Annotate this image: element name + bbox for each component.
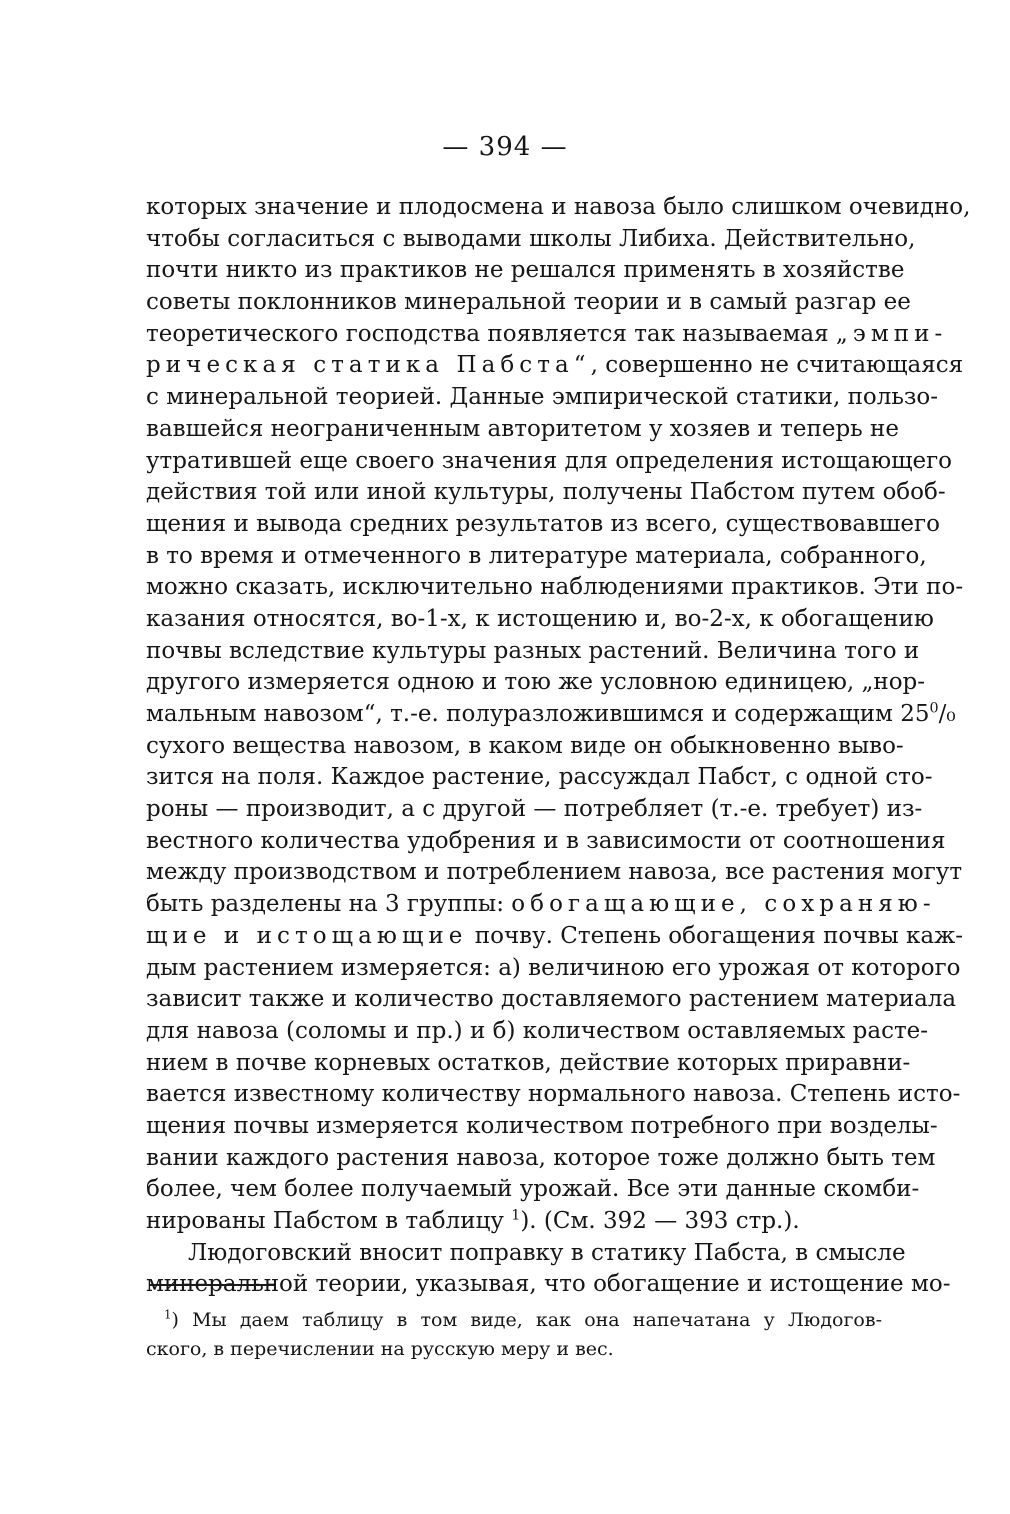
footnote-marker: 1 [164, 1307, 172, 1322]
text-line: для навоза (соломы и пр.) и б) количеством оставляемых расте- [146, 1017, 929, 1044]
text-line: щения почвы измеряется количеством потребного при возделы- [146, 1112, 938, 1139]
footnote-divider [150, 1284, 274, 1286]
footnote [146, 1306, 882, 1364]
percent-superscript: 0 [929, 700, 939, 717]
text-line: почвы вследствие культуры разных растений. Величина того и [146, 637, 920, 664]
text-fragment: мальным навозом“, т.-е. полуразложившимся и содержащим 25 [146, 701, 930, 727]
text-line: сухого вещества навозом, в каком виде он обыкновенно выво- [146, 732, 904, 759]
text-line [146, 889, 936, 921]
text-fragment: теоретического господства появляется так называемая [146, 320, 836, 347]
text-fragment: /₀ [938, 701, 956, 727]
footnote-reference[interactable]: 1 [511, 1207, 521, 1224]
text-line: советы поклонников минеральной теории и в самый разгар ее [146, 289, 911, 316]
footnote-text: ) Мы даем таблицу в том виде, как она напечатана у Людогов- [171, 1309, 882, 1331]
text-line: нием в почве корневых остатков, действие которых приравни- [146, 1049, 911, 1076]
text-line [146, 699, 956, 731]
text-line: между производством и потреблением навоза, все растения могут [146, 859, 963, 886]
paragraph-start-line: Людоговский вносит поправку в статику Пабста, в смысле [188, 1239, 906, 1266]
main-text [146, 192, 971, 1301]
spaced-term: рическая статика Пабста“ [146, 352, 591, 379]
text-line: которых значение и плодосмена и навоза было слишком очевидно, [146, 194, 971, 220]
footnote-line: ского, в перечислении на русскую меру и вес. [146, 1338, 614, 1360]
spaced-term: щие и истощающие [146, 922, 468, 949]
spaced-term: обогащающие, сохраняю- [511, 891, 936, 918]
text-line: дым растением измеряется: а) величиною его урожая от которого [146, 954, 961, 981]
text-line: щения и вывода средних результатов из всего, существовавшего [146, 510, 940, 537]
text-fragment: нированы Пабстом в таблицу [146, 1208, 512, 1234]
text-line: в то время и отмеченного в литературе материала, собранного, [146, 542, 927, 569]
text-line [146, 921, 964, 953]
text-line: с минеральной теорией. Данные эмпирической статики, пользо- [146, 384, 939, 411]
text-fragment: почву. Степень обогащения почвы каж- [467, 922, 964, 949]
text-line [146, 350, 964, 382]
text-line: более, чем более получаемый урожай. Все эти данные скомби- [146, 1176, 920, 1203]
text-line: можно сказать, исключительно наблюдениями практиков. Эти по- [146, 574, 964, 601]
text-line: вавшейся неограниченным авторитетом у хозяев и теперь не [146, 415, 899, 442]
text-line: вается известному количеству нормального навоза. Степень исто- [146, 1081, 961, 1108]
text-line [146, 319, 948, 351]
text-line: казания относятся, во-1-х, к истощению и, во-2-х, к обогащению [146, 605, 934, 632]
text-fragment: ). (См. 392 — 393 стр.). [520, 1208, 800, 1234]
text-line: роны — производит, а с другой — потребляет (т.-е. требует) из- [146, 796, 923, 823]
text-line: действия той или иной культуры, получены Пабстом путем обоб- [146, 479, 946, 506]
spaced-term: „эмпи- [835, 320, 948, 347]
text-line: зится на поля. Каждое растение, рассуждал Пабст, с одной сто- [146, 764, 933, 791]
text-line: зависит также и количество доставляемого растением материала [146, 986, 957, 1013]
text-line: минеральной теории, указывая, что обогащение и истощение мо- [146, 1271, 951, 1298]
text-line: чтобы согласиться с выводами школы Либиха. Действительно, [146, 225, 916, 252]
text-line: другого измеряется одною и тою же условною единицею, „нор- [146, 669, 926, 696]
text-line: утратившей еще своего значения для определения истощающего [146, 447, 952, 474]
text-fragment: , совершенно не считающаяся [590, 352, 964, 379]
footnote-line [146, 1306, 882, 1335]
text-line: почти никто из практиков не решался применять в хозяйстве [146, 257, 905, 284]
text-fragment: быть разделены на 3 группы: [146, 891, 512, 918]
text-line: вании каждого растения навоза, которое тоже должно быть тем [146, 1144, 936, 1171]
text-line [146, 1206, 882, 1238]
page-number: — 394 — [442, 132, 568, 162]
text-line: вестного количества удобрения и в зависимости от соотношения [146, 827, 946, 854]
